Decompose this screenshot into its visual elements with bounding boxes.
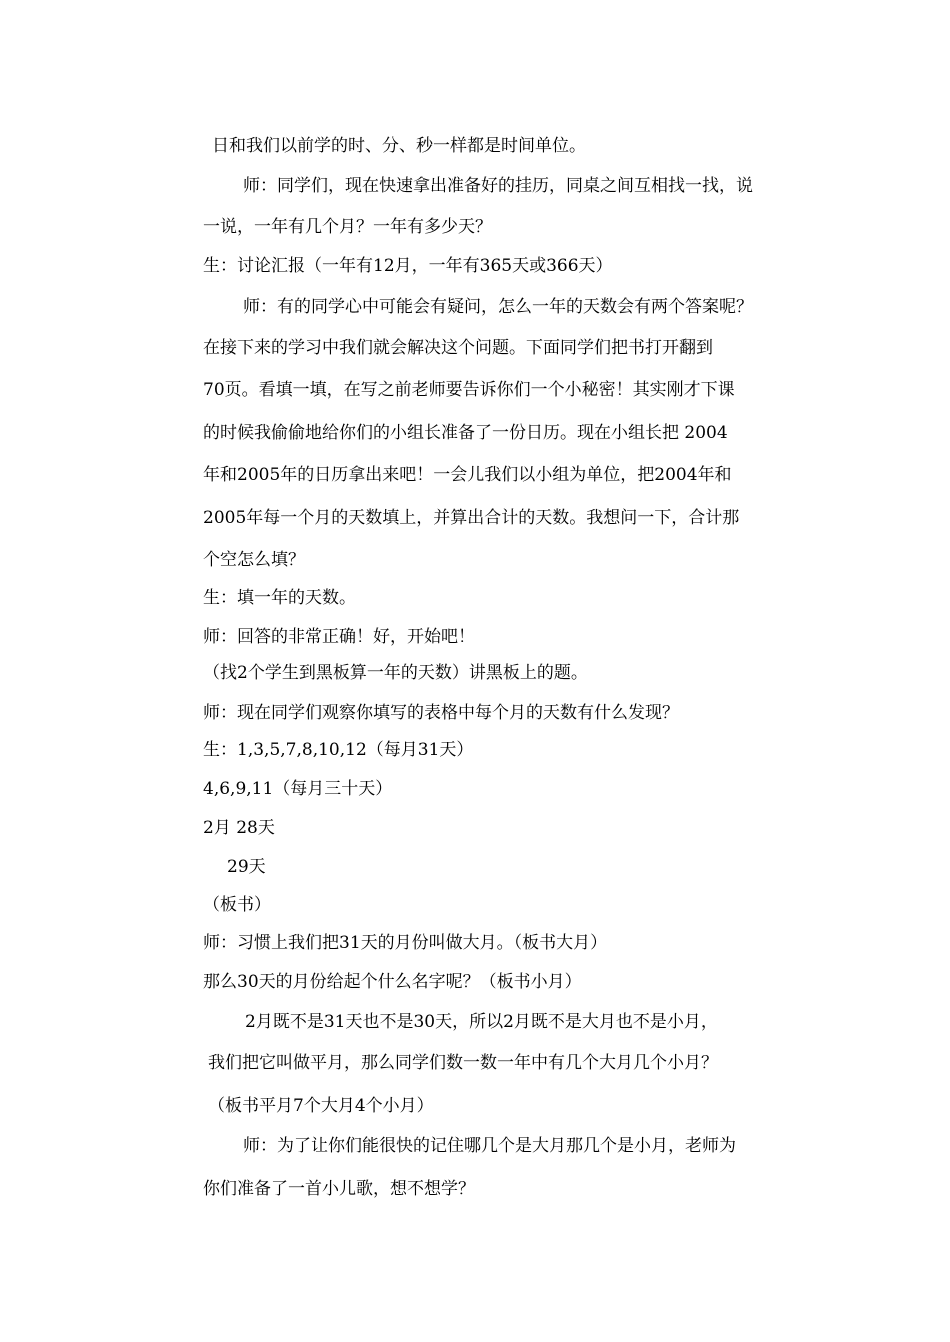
text-line: 生：填一年的天数。 <box>203 588 356 608</box>
text-line: 年和2005年的日历拿出来吧！一会儿我们以小组为单位，把2004年和 <box>203 465 732 485</box>
text-line: 29天 <box>227 857 266 877</box>
text-line: 师：有的同学心中可能会有疑问，怎么一年的天数会有两个答案呢？ <box>243 297 753 317</box>
text-line: 2月 28天 <box>203 818 275 838</box>
text-line: 我们把它叫做平月，那么同学们数一数一年中有几个大月几个小月？ <box>208 1053 718 1073</box>
text-line: （找2个学生到黑板算一年的天数）讲黑板上的题。 <box>203 663 588 683</box>
text-line: 的时候我偷偷地给你们的小组长准备了一份日历。现在小组长把 2004 <box>203 423 728 443</box>
text-line: 师：回答的非常正确！好，开始吧！ <box>203 627 475 647</box>
text-line: 个空怎么填？ <box>203 550 305 570</box>
text-line: （板书） <box>203 895 271 915</box>
text-line: 师：同学们，现在快速拿出准备好的挂历，同桌之间互相找一找，说 <box>243 176 753 196</box>
text-line: 师：为了让你们能很快的记住哪几个是大月那几个是小月，老师为 <box>243 1136 736 1156</box>
text-line: 4,6,9,11（每月三十天） <box>203 779 393 799</box>
text-line: 生：讨论汇报（一年有12月，一年有365天或366天） <box>203 256 613 276</box>
text-line: 师：习惯上我们把31天的月份叫做大月。（板书大月） <box>203 933 608 953</box>
text-line: 一说，一年有几个月？一年有多少天？ <box>203 217 492 237</box>
text-line: 生：1,3,5,7,8,10,12（每月31天） <box>203 740 474 760</box>
text-line: 日和我们以前学的时、分、秒一样都是时间单位。 <box>212 136 586 156</box>
text-line: 70页。看填一填，在写之前老师要告诉你们一个小秘密！其实刚才下课 <box>203 380 735 400</box>
text-line: 在接下来的学习中我们就会解决这个问题。下面同学们把书打开翻到 <box>203 338 713 358</box>
text-line: 你们准备了一首小儿歌，想不想学？ <box>203 1179 475 1199</box>
text-line: 那么30天的月份给起个什么名字呢？（板书小月） <box>203 972 582 992</box>
text-line: （板书平月7个大月4个小月） <box>208 1096 434 1116</box>
text-line: 2005年每一个月的天数填上，并算出合计的天数。我想问一下，合计那 <box>203 508 740 528</box>
text-line: 2月既不是31天也不是30天，所以2月既不是大月也不是小月， <box>245 1012 718 1032</box>
text-line: 师：现在同学们观察你填写的表格中每个月的天数有什么发现？ <box>203 703 679 723</box>
